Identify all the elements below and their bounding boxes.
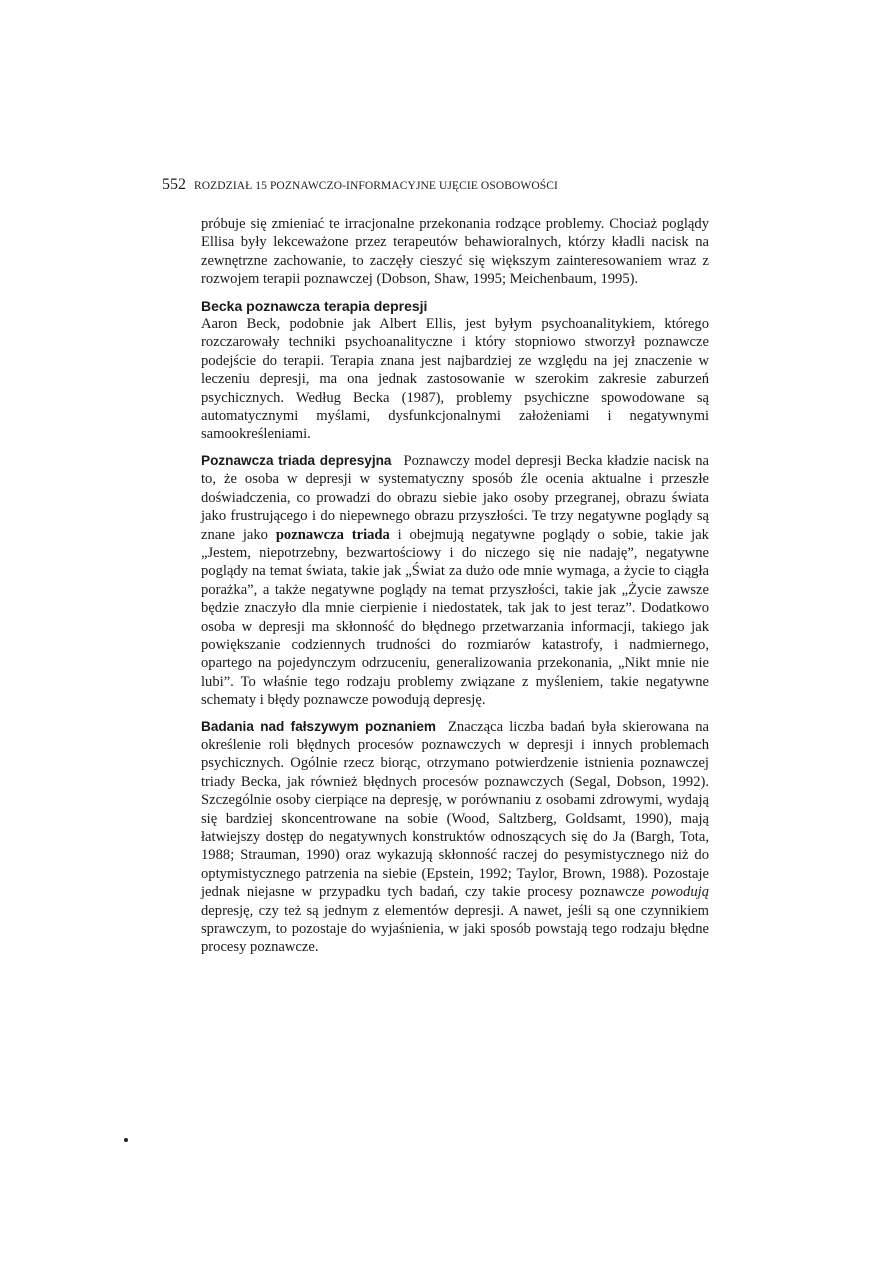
paragraph-intro: próbuje się zmieniać te irracjonalne przekonania rodzące problemy. Chociaż poglądy Ellisa były lekceważone przez terapeutów behawioralnych, którzy kładli nacisk na zewnętrzne zachowanie, to zaczęły cieszyć się większym zainteresowaniem wraz z rozwojem terapii poznawczej (Dobson, Shaw, 1995; Meichenbaum, 1995). [201,216,709,288]
triad-text-after: i obejmują negatywne poglądy o sobie, takie jak „Jestem, niepotrzebny, bezwartościowy i do niczego się nie nadaję”, negatywne poglądy na temat świata, takie jak „Świat za dużo ode mnie wymaga, a życie to ciągła porażka”, a także negatywne poglądy na temat przyszłości, takie jak „Życie zawsze będzie znaczyło dla mnie cierpienie i niedostatek, tak jak to jest teraz”. Dodatkowo osoba w depresji ma skłonność do błędnego przetwarzania informacji, takiego jak powiększanie codziennych trudności do rozmiarów katastrofy, i nadmiernego, opartego na pojedynczym odrzuceniu, generalizowania przekonania, „Nikt mnie nie lubi”. To właśnie tego rodzaju problemy związane z myśleniem, takie negatywne schematy i błędy poznawcze powodują depresję. [201,526,709,709]
run-in-heading-false-cognition: Badania nad fałszywym poznaniem [201,718,436,734]
running-title: ROZDZIAŁ 15 POZNAWCZO-INFORMACYJNE UJĘCIE OSOBOWOŚCI [194,180,558,192]
running-header [162,176,722,194]
triad-text-before: Poznawczy model depresji Becka kładzie nacisk na to, że osoba w depresji w systematyczny sposób źle ocenia aktualne i przeszłe doświadczenia, co prowadzi do obrazu siebie jako osoby przegranej, obrazu świata jako frustrującego i do niepewnego obrazu przyszłości. Te trzy negatywne poglądy są znane jako [201,452,709,543]
paragraph-triad [201,452,709,710]
triad-bold-term: poznawcza triada [275,526,390,543]
false-cognition-text-before: Znacząca liczba badań była skierowana na określenie roli błędnych procesów poznawczych w depresji i innych problemach psychicznych. Ogólnie rzecz biorąc, otrzymano potwierdzenie istnienia poznawczej triady Becka, jak również błędnych procesów poznawczych (Segal, Dobson, 1992). Szczególnie osoby cierpiące na depresję, w porównaniu z osobami zdrowymi, wydają się bardziej skoncentrowane na sobie (Wood, Saltzberg, Goldsamt, 1990), mają łatwiejszy dostęp do negatywnych konstruktów odnoszących się do Ja (Bargh, Tota, 1988; Strauman, 1990) oraz wykazują skłonność raczej do pesymistycznego niż do optymistycznego patrzenia na siebie (Epstein, 1992; Taylor, Brown, 1988). Pozostaje jednak niejasne w przypadku tych badań, czy takie procesy poznawcze [201,718,709,901]
body-text [201,215,709,965]
false-cognition-italic-term: powodują [651,884,709,901]
stray-dot-mark [124,1138,128,1142]
section-heading: Becka poznawcza terapia depresji [201,297,428,314]
paragraph-beck: Aaron Beck, podobnie jak Albert Ellis, jest byłym psychoanalitykiem, którego rozczarowały techniki psychoanalityczne i który stopniowo stworzył poznawcze podejście do terapii. Terapia znana jest najbardziej ze względu na jej znaczenie w leczeniu depresji, ma ona jednak zastosowanie w szerokim zakresie zaburzeń psychicznych. Według Becka (1987), problemy psychiczne spowodowane są automatycznymi myślami, dysfunkcjonalnymi założeniami i negatywnymi samookreśleniami. [201,316,709,443]
paragraph-false-cognition [201,718,709,957]
page-number: 552 [162,176,186,193]
false-cognition-text-after: depresję, czy też są jednym z elementów depresji. A nawet, jeśli są one czynnikiem sprawczym, to pozostaje do wyjaśnienia, w jaki sposób powstają tego rodzaju błędne procesy poznawcze. [201,902,709,956]
run-in-heading-triad: Poznawcza triada depresyjna [201,452,392,468]
